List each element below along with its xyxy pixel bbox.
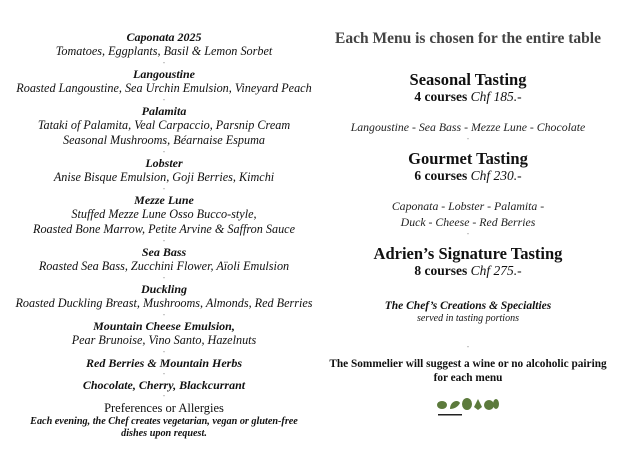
dish-duckling <box>8 282 320 319</box>
dish-description: Roasted Bone Marrow, Petite Arvine & Saffron Sauce <box>33 222 295 236</box>
dish-name: Mezze Lune <box>134 193 194 207</box>
dish-list <box>8 30 320 440</box>
separator: - <box>162 369 166 378</box>
dish-mountain-cheese <box>8 319 320 356</box>
dish-description: Anise Bisque Emulsion, Goji Berries, Kimchi <box>53 170 275 184</box>
dish-name: Sea Bass <box>141 245 187 259</box>
separator: - <box>162 391 166 400</box>
menu-items: Caponata - Lobster - Palamita - <box>391 199 545 213</box>
dish-description: Seasonal Mushrooms, Béarnaise Espuma <box>63 133 265 147</box>
separator: - <box>162 273 166 282</box>
preferences-text: Each evening, the Chef creates vegetarian, vegan or gluten-free <box>30 416 298 427</box>
separator: - <box>162 95 166 104</box>
dish-description: Tataki of Palamita, Veal Carpaccio, Parsnip Cream <box>37 118 291 132</box>
menu-items: Duck - Cheese - Red Berries <box>400 215 536 229</box>
dish-name: Chocolate, Cherry, Blackcurrant <box>82 378 246 392</box>
menu-seasonal <box>312 70 624 143</box>
menu-courses <box>312 263 624 279</box>
dish-description: Roasted Langoustine, Sea Urchin Emulsion, Vineyard Peach <box>16 81 312 95</box>
dish-lobster <box>8 156 320 193</box>
dish-description: Pear Brunoise, Vino Santo, Hazelnuts <box>71 333 257 347</box>
separator: - <box>466 342 470 351</box>
menu-gourmet <box>312 149 624 238</box>
herb-leaves-logo <box>436 395 500 419</box>
separator: - <box>162 184 166 193</box>
menu-signature <box>312 244 624 279</box>
dish-palamita <box>8 104 320 156</box>
dish-description: Stuffed Mezze Lune Osso Bucco-style, <box>71 207 257 221</box>
sommelier-note: for each menu <box>433 372 503 384</box>
menu-courses <box>312 89 624 105</box>
menu-courses <box>312 168 624 184</box>
separator: - <box>162 147 166 156</box>
separator: - <box>162 310 166 319</box>
dish-description: Roasted Sea Bass, Zucchini Flower, Aïoli Emulsion <box>38 259 290 273</box>
specialties-title: The Chef’s Creations & Specialties <box>384 300 552 312</box>
page-headline: Each Menu is chosen for the entire table <box>335 30 601 47</box>
menu-title: Adrien’s Signature Tasting <box>373 244 563 263</box>
course-count: 8 courses <box>414 263 468 278</box>
separator: - <box>466 134 470 143</box>
dish-name: Red Berries & Mountain Herbs <box>85 356 243 370</box>
menu-price: Chf 230.- <box>470 168 522 183</box>
dish-sea-bass <box>8 245 320 282</box>
separator: - <box>162 236 166 245</box>
dish-name: Duckling <box>140 282 187 296</box>
course-count: 4 courses <box>414 89 468 104</box>
course-count: 6 courses <box>414 168 468 183</box>
dish-description: Roasted Duckling Breast, Mushrooms, Almonds, Red Berries <box>15 296 313 310</box>
dish-caponata <box>8 30 320 67</box>
dish-red-berries <box>8 356 320 378</box>
dish-mezze-lune <box>8 193 320 245</box>
separator: - <box>162 58 166 67</box>
dish-name: Langoustine <box>132 67 195 81</box>
dish-name: Caponata 2025 <box>126 30 202 44</box>
specialties-subtitle: served in tasting portions <box>417 313 519 324</box>
menu-price: Chf 185.- <box>470 89 522 104</box>
menu-title: Seasonal Tasting <box>409 70 527 89</box>
separator: - <box>466 229 470 238</box>
dish-description: Tomatoes, Eggplants, Basil & Lemon Sorbet <box>55 44 273 58</box>
dish-name: Lobster <box>145 156 183 170</box>
menu-title: Gourmet Tasting <box>408 149 528 168</box>
preferences-text: dishes upon request. <box>121 428 207 439</box>
dish-name: Palamita <box>141 104 187 118</box>
separator: - <box>162 347 166 356</box>
sommelier-note: The Sommelier will suggest a wine or no alcoholic pairing <box>329 358 607 370</box>
preferences-title: Preferences or Allergies <box>104 401 224 415</box>
dish-langoustine <box>8 67 320 104</box>
dish-chocolate <box>8 378 320 400</box>
menu-items: Langoustine - Sea Bass - Mezze Lune - Chocolate <box>350 120 586 134</box>
tasting-menus <box>312 30 624 419</box>
menu-price: Chf 275.- <box>470 263 522 278</box>
dish-name: Mountain Cheese Emulsion, <box>93 319 235 333</box>
